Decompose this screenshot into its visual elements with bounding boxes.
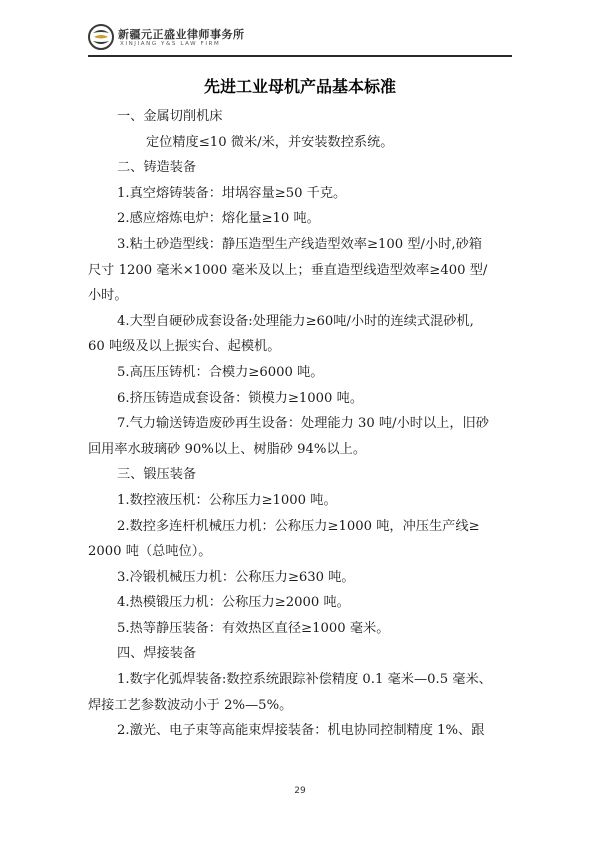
- text-line: 2.激光、电子束等高能束焊接装备：机电协同控制精度 1%、跟: [117, 723, 485, 739]
- text-line: 6.挤压铸造成套设备：锁模力≥1000 吨。: [117, 390, 364, 406]
- text-line: 回用率水玻璃砂 90%以上、树脂砂 94%以上。: [88, 441, 367, 457]
- firm-logo-icon: [88, 24, 114, 50]
- text-line: 3.冷锻机械压力机：公称压力≥630 吨。: [117, 569, 355, 585]
- text-line: 3.粘土砂造型线：静压造型生产线造型效率≥100 型/小时,砂箱: [117, 236, 482, 252]
- text-line: 四、焊接装备: [117, 646, 197, 662]
- text-line: 2.数控多连杆机械压力机：公称压力≥1000 吨，冲压生产线≥: [117, 518, 480, 534]
- text-line: 1.数控液压机：公称压力≥1000 吨。: [117, 492, 337, 508]
- text-line: 2000 吨（总吨位）。: [88, 544, 212, 560]
- page-title: 先进工业母机产品基本标准: [203, 77, 396, 96]
- text-line: 5.高压压铸机：合模力≥6000 吨。: [117, 364, 324, 380]
- text-line: 焊接工艺参数波动小于 2%—5%。: [88, 697, 293, 713]
- text-line: 1.数字化弧焊装备:数控系统跟踪补偿精度 0.1 毫米—0.5 毫米、: [117, 672, 492, 688]
- text-line: 2.感应熔炼电炉：熔化量≥10 吨。: [117, 211, 320, 227]
- text-line: 7.气力输送铸造废砂再生设备：处理能力 30 吨/小时以上，旧砂: [117, 416, 489, 432]
- header-divider: [88, 55, 512, 57]
- text-line: 一、金属切削机床: [117, 109, 223, 124]
- text-line: 三、锻压装备: [117, 467, 197, 483]
- text-line: 4.热模锻压力机：公称压力≥2000 吨。: [117, 595, 350, 611]
- firm-name: 新疆元正盛业律师事务所: [118, 28, 245, 41]
- firm-name-en: XINJIANG Y&S LAW FIRM: [120, 41, 221, 47]
- text-line: 60 吨级及以上振实台、起模机。: [88, 339, 281, 355]
- text-line: 二、铸造装备: [117, 160, 197, 176]
- text-line: 4.大型自硬砂成套设备:处理能力≥60吨/小时的连续式混砂机,: [117, 313, 474, 329]
- body-text: [88, 104, 514, 744]
- text-line: 定位精度≤10 微米/米，并安装数控系统。: [146, 134, 394, 150]
- text-line: 5.热等静压装备：有效热区直径≥1000 毫米。: [117, 620, 390, 636]
- text-line: 1.真空熔铸装备：坩埚容量≥50 千克。: [117, 185, 347, 201]
- text-line: 小时。: [88, 288, 128, 304]
- page-number: 29: [294, 786, 306, 796]
- text-line: 尺寸 1200 毫米×1000 毫米及以上；垂直造型线造型效率≥400 型/: [88, 262, 488, 278]
- page-header: [88, 20, 508, 56]
